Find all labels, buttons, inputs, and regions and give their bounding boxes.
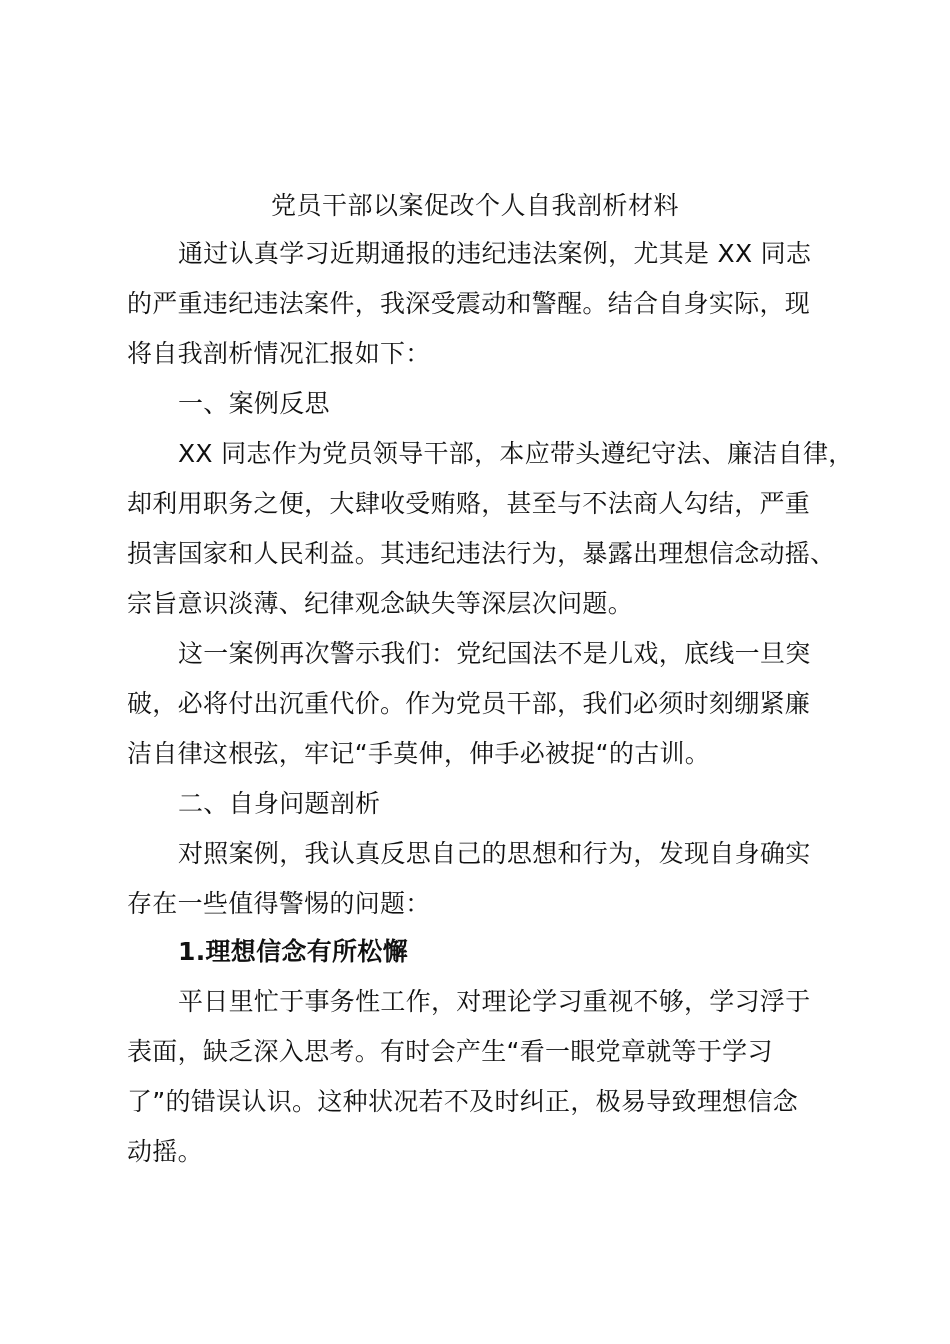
paragraph-warning-line-2: 破，必将付出沉重代价。作为党员干部，我们必须时刻绷紧廉 (127, 689, 811, 718)
paragraph-intro-line-3: 将自我剖析情况汇报如下： (127, 339, 431, 368)
paragraph-ideals-line-2: 表面，缺乏深入思考。有时会产生“看一眼党章就等于学习 (127, 1037, 773, 1066)
paragraph-ideals-line-3: 了”的错误认识。这种状况若不及时纠正，极易导致理想信念 (127, 1087, 799, 1116)
paragraph-case-line-4: 宗旨意识淡薄、纪律观念缺失等深层次问题。 (127, 589, 634, 618)
paragraph-case-line-2: 却利用职务之便，大肆收受贿赂，甚至与不法商人勾结，严重 (127, 489, 811, 518)
paragraph-warning-line-3: 洁自律这根弦，牢记“手莫伸，伸手必被捉“的古训。 (127, 739, 711, 768)
paragraph-warning-line-1: 这一案例再次警示我们：党纪国法不是儿戏，底线一旦突 (178, 639, 811, 668)
paragraph-case-line-3: 损害国家和人民利益。其违纪违法行为，暴露出理想信念动摇、 (127, 539, 836, 568)
document-title: 党员干部以案促改个人自我剖析材料 (270, 191, 679, 220)
section-heading-case-reflection: 一、案例反思 (178, 389, 330, 418)
paragraph-analysis-line-2: 存在一些值得警惕的问题： (127, 889, 431, 918)
paragraph-ideals-line-1: 平日里忙于事务性工作，对理论学习重视不够，学习浮于 (178, 987, 811, 1016)
paragraph-intro-line-1: 通过认真学习近期通报的违纪违法案例，尤其是 XX 同志 (178, 239, 812, 268)
paragraph-analysis-line-1: 对照案例，我认真反思自己的思想和行为，发现自身确实 (178, 839, 811, 868)
paragraph-case-line-1: XX 同志作为党员领导干部，本应带头遵纪守法、廉洁自律， (178, 439, 854, 468)
paragraph-ideals-line-4: 动摇。 (127, 1137, 203, 1166)
subheading-ideals-slack: 1.理想信念有所松懈 (178, 937, 408, 966)
paragraph-intro-line-2: 的严重违纪违法案件，我深受震动和警醒。结合自身实际，现 (127, 289, 811, 318)
section-heading-self-analysis: 二、自身问题剖析 (178, 789, 381, 818)
